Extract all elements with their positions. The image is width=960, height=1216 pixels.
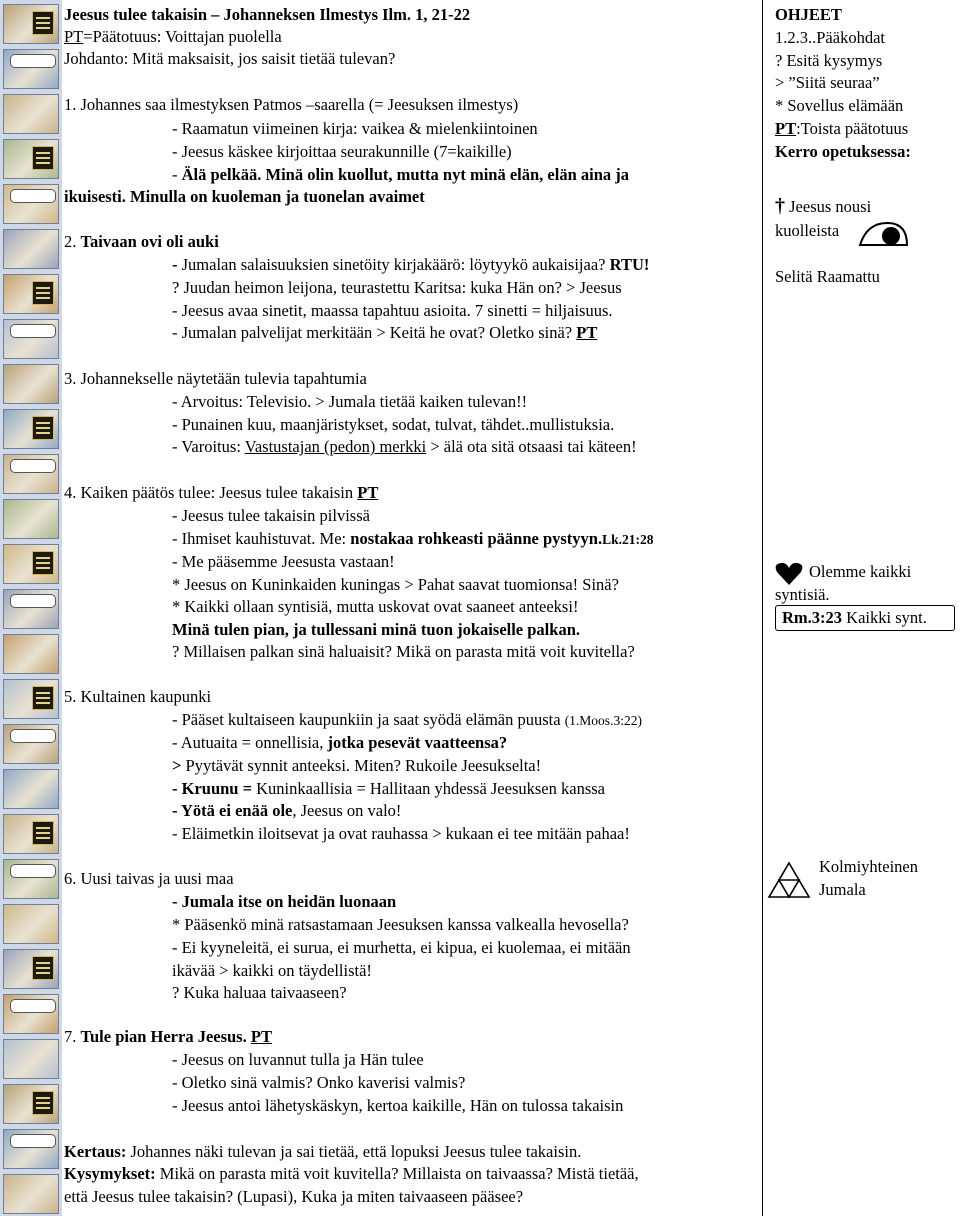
slide-thumbnail xyxy=(3,499,59,539)
instruction-line: > ”Siitä seuraa” xyxy=(775,73,880,92)
trinity-icon xyxy=(767,861,811,901)
slide-caption-bubble xyxy=(10,999,56,1013)
main-truth: PT=Päätotuus: Voittajan puolella xyxy=(64,27,282,46)
section-3-line: - Arvoitus: Televisio. > Jumala tietää kaiken tulevan!! xyxy=(172,392,528,411)
slide-thumbnail xyxy=(3,454,59,494)
slide-thumbnail xyxy=(3,184,59,224)
slide-caption-bubble xyxy=(10,729,56,743)
slide-thumbnail xyxy=(3,94,59,134)
scripture-scroll: Rm.3:23 Kaikki synt. xyxy=(775,605,955,631)
section-4-line: - Jeesus tulee takaisin pilvissä xyxy=(172,506,370,525)
section-5-line: - Pääset kultaiseen kaupunkiin ja saat syödä elämän puusta (1.Moos.3:22) xyxy=(172,710,642,729)
slide-thumbnail xyxy=(3,589,59,629)
slide-caption-bubble xyxy=(10,54,56,68)
slide-text-card xyxy=(32,686,54,710)
slide-caption-bubble xyxy=(10,594,56,608)
section-7-line: - Oletko sinä valmis? Onko kaverisi valmis? xyxy=(172,1073,466,1092)
section-5-line: - Yötä ei enää ole, Jeesus on valo! xyxy=(172,801,402,820)
section-1-line: - Raamatun viimeinen kirja: vaikea & mielenkiintoinen xyxy=(172,119,538,138)
section-2-line: ? Juudan heimon leijona, teurastettu Karitsa: kuka Hän on? > Jeesus xyxy=(172,278,622,297)
section-5-line: > Pyytävät synnit anteeksi. Miten? Rukoile Jeesukselta! xyxy=(172,756,542,775)
section-1-line: ikuisesti. Minulla on kuoleman ja tuonelan avaimet xyxy=(64,187,425,206)
slide-thumbnail xyxy=(3,679,59,719)
section-6-line: - Ei kyyneleitä, ei surua, ei murhetta, ei kipua, ei kuolemaa, ei mitään xyxy=(172,938,631,957)
slide-thumbnail xyxy=(3,364,59,404)
section-4-line: ? Millaisen palkan sinä haluaisit? Mikä on parasta mitä voit kuvitella? xyxy=(172,642,635,661)
introduction: Johdanto: Mitä maksaisit, jos saisit tietää tulevan? xyxy=(64,49,396,68)
slide-text-card xyxy=(32,551,54,575)
summary-recap: Kertaus: Johannes näki tulevan ja sai tietää, että lopuksi Jeesus tulee takaisin. xyxy=(64,1142,582,1161)
instruction-line: ? Esitä kysymys xyxy=(775,51,883,70)
instruction-line: * Sovellus elämään xyxy=(775,96,904,115)
section-5-title: 5. Kultainen kaupunki xyxy=(64,687,212,706)
summary-questions: Kysymykset: Mikä on parasta mitä voit kuvitella? Millaista on taivaassa? Mistä tietää, xyxy=(64,1164,639,1183)
slide-text-card xyxy=(32,1091,54,1115)
slide-thumbnail xyxy=(3,1174,59,1214)
trinity-note: Kolmiyhteinen xyxy=(819,857,918,876)
slide-thumbnail xyxy=(3,1039,59,1079)
resurrection-note: † Jeesus nousi xyxy=(775,195,872,217)
section-1-line: - Jeesus käskee kirjoittaa seurakunnille (7=kaikille) xyxy=(172,142,512,161)
slide-thumbnail xyxy=(3,229,59,269)
slide-thumbnail xyxy=(3,1129,59,1169)
section-6-line: * Pääsenkö minä ratsastamaan Jeesuksen kanssa valkealla hevosella? xyxy=(172,915,629,934)
section-1-line: - Älä pelkää. Minä olin kuollut, mutta nyt minä elän, elän aina ja xyxy=(172,165,630,184)
section-4-line: * Jeesus on Kuninkaiden kuningas > Pahat saavat tuomionsa! Sinä? xyxy=(172,575,619,594)
empty-tomb-icon xyxy=(857,221,909,247)
slide-text-card xyxy=(32,146,54,170)
section-4-line: - Me pääsemme Jeesusta vastaan! xyxy=(172,552,395,571)
section-5-line: - Kruunu = Kuninkaallisia = Hallitaan yhdessä Jeesuksen kanssa xyxy=(172,779,605,798)
slide-thumbnail xyxy=(3,994,59,1034)
section-6-title: 6. Uusi taivas ja uusi maa xyxy=(64,869,234,888)
slide-thumbnail xyxy=(3,1084,59,1124)
section-2-line: - Jumalan palvelijat merkitään > Keitä he ovat? Oletko sinä? PT xyxy=(172,323,598,342)
heart-note: Olemme kaikki xyxy=(809,562,912,581)
section-2-line: - Jumalan salaisuuksien sinetöity kirjakäärö: löytyykö aukaisijaa? RTU! xyxy=(172,255,650,274)
document-title: Jeesus tulee takaisin – Johanneksen Ilmestys Ilm. 1, 21-22 xyxy=(64,5,471,24)
section-5-line: - Autuaita = onnellisia, jotka pesevät vaatteensa? xyxy=(172,733,508,752)
slide-text-card xyxy=(32,956,54,980)
instruction-line: PT:Toista päätotuus xyxy=(775,119,909,138)
bible-note: Selitä Raamattu xyxy=(775,267,880,286)
trinity-note-cont: Jumala xyxy=(819,880,866,899)
section-2-line: - Jeesus avaa sinetit, maassa tapahtuu asioita. 7 sinetti = hiljaisuus. xyxy=(172,301,613,320)
slide-text-card xyxy=(32,11,54,35)
heart-note-cont: syntisiä. xyxy=(775,585,830,604)
section-4-line: - Ihmiset kauhistuvat. Me: nostakaa rohkeasti päänne pystyyn.Lk.21:28 xyxy=(172,529,654,548)
slide-thumbnail xyxy=(3,319,59,359)
slide-text-card xyxy=(32,281,54,305)
slide-caption-bubble xyxy=(10,1134,56,1148)
section-4-title: 4. Kaiken päätös tulee: Jeesus tulee takaisin PT xyxy=(64,483,379,502)
section-3-line: - Punainen kuu, maanjäristykset, sodat, tulvat, tähdet..mullistuksia. xyxy=(172,415,615,434)
slide-thumbnail xyxy=(3,139,59,179)
section-6-line: ? Kuka haluaa taivaaseen? xyxy=(172,983,347,1002)
slide-caption-bubble xyxy=(10,189,56,203)
slide-thumbnail xyxy=(3,4,59,44)
slide-thumbnail xyxy=(3,49,59,89)
instructions-heading: OHJEET xyxy=(775,5,842,24)
section-3-line: - Varoitus: Vastustajan (pedon) merkki > älä ota sitä otsaasi tai käteen! xyxy=(172,437,637,456)
slide-caption-bubble xyxy=(10,459,56,473)
slide-caption-bubble xyxy=(10,324,56,338)
section-6-line: - Jumala itse on heidän luonaan xyxy=(172,892,397,911)
heart-icon xyxy=(775,562,803,586)
section-7-line: - Jeesus antoi lähetyskäskyn, kertoa kaikille, Hän on tulossa takaisin xyxy=(172,1096,624,1115)
instruction-line: Kerro opetuksessa: xyxy=(775,142,911,161)
slide-thumbnail xyxy=(3,859,59,899)
section-6-line: ikävää > kaikki on täydellistä! xyxy=(172,961,372,980)
slide-thumbnail-strip xyxy=(0,0,62,1216)
slide-caption-bubble xyxy=(10,864,56,878)
slide-thumbnail xyxy=(3,814,59,854)
slide-text-card xyxy=(32,416,54,440)
section-4-line: Minä tulen pian, ja tullessani minä tuon jokaiselle palkan. xyxy=(172,620,580,639)
resurrection-note-cont: kuolleista xyxy=(775,221,840,240)
slide-thumbnail xyxy=(3,409,59,449)
slide-thumbnail xyxy=(3,274,59,314)
section-5-line: - Eläimetkin iloitsevat ja ovat rauhassa > kukaan ei tee mitään pahaa! xyxy=(172,824,630,843)
section-7-title: 7. Tule pian Herra Jeesus. PT xyxy=(64,1027,272,1046)
slide-text-card xyxy=(32,821,54,845)
section-7-line: - Jeesus on luvannut tulla ja Hän tulee xyxy=(172,1050,424,1069)
slide-thumbnail xyxy=(3,724,59,764)
section-1-title: 1. Johannes saa ilmestyksen Patmos –saarella (= Jeesuksen ilmestys) xyxy=(64,95,519,114)
section-3-title: 3. Johannekselle näytetään tulevia tapahtumia xyxy=(64,369,367,388)
slide-thumbnail xyxy=(3,544,59,584)
slide-thumbnail xyxy=(3,769,59,809)
instruction-line: 1.2.3..Pääkohdat xyxy=(775,28,885,47)
cross-icon: † xyxy=(775,195,785,217)
summary-questions-cont: että Jeesus tulee takaisin? (Lupasi), Kuka ja miten taivaaseen pääsee? xyxy=(64,1187,524,1206)
slide-thumbnail xyxy=(3,904,59,944)
column-divider xyxy=(762,0,763,1216)
slide-thumbnail xyxy=(3,634,59,674)
slide-thumbnail xyxy=(3,949,59,989)
section-2-title: 2. Taivaan ovi oli auki xyxy=(64,232,219,251)
section-4-line: * Kaikki ollaan syntisiä, mutta uskovat ovat saaneet anteeksi! xyxy=(172,597,579,616)
